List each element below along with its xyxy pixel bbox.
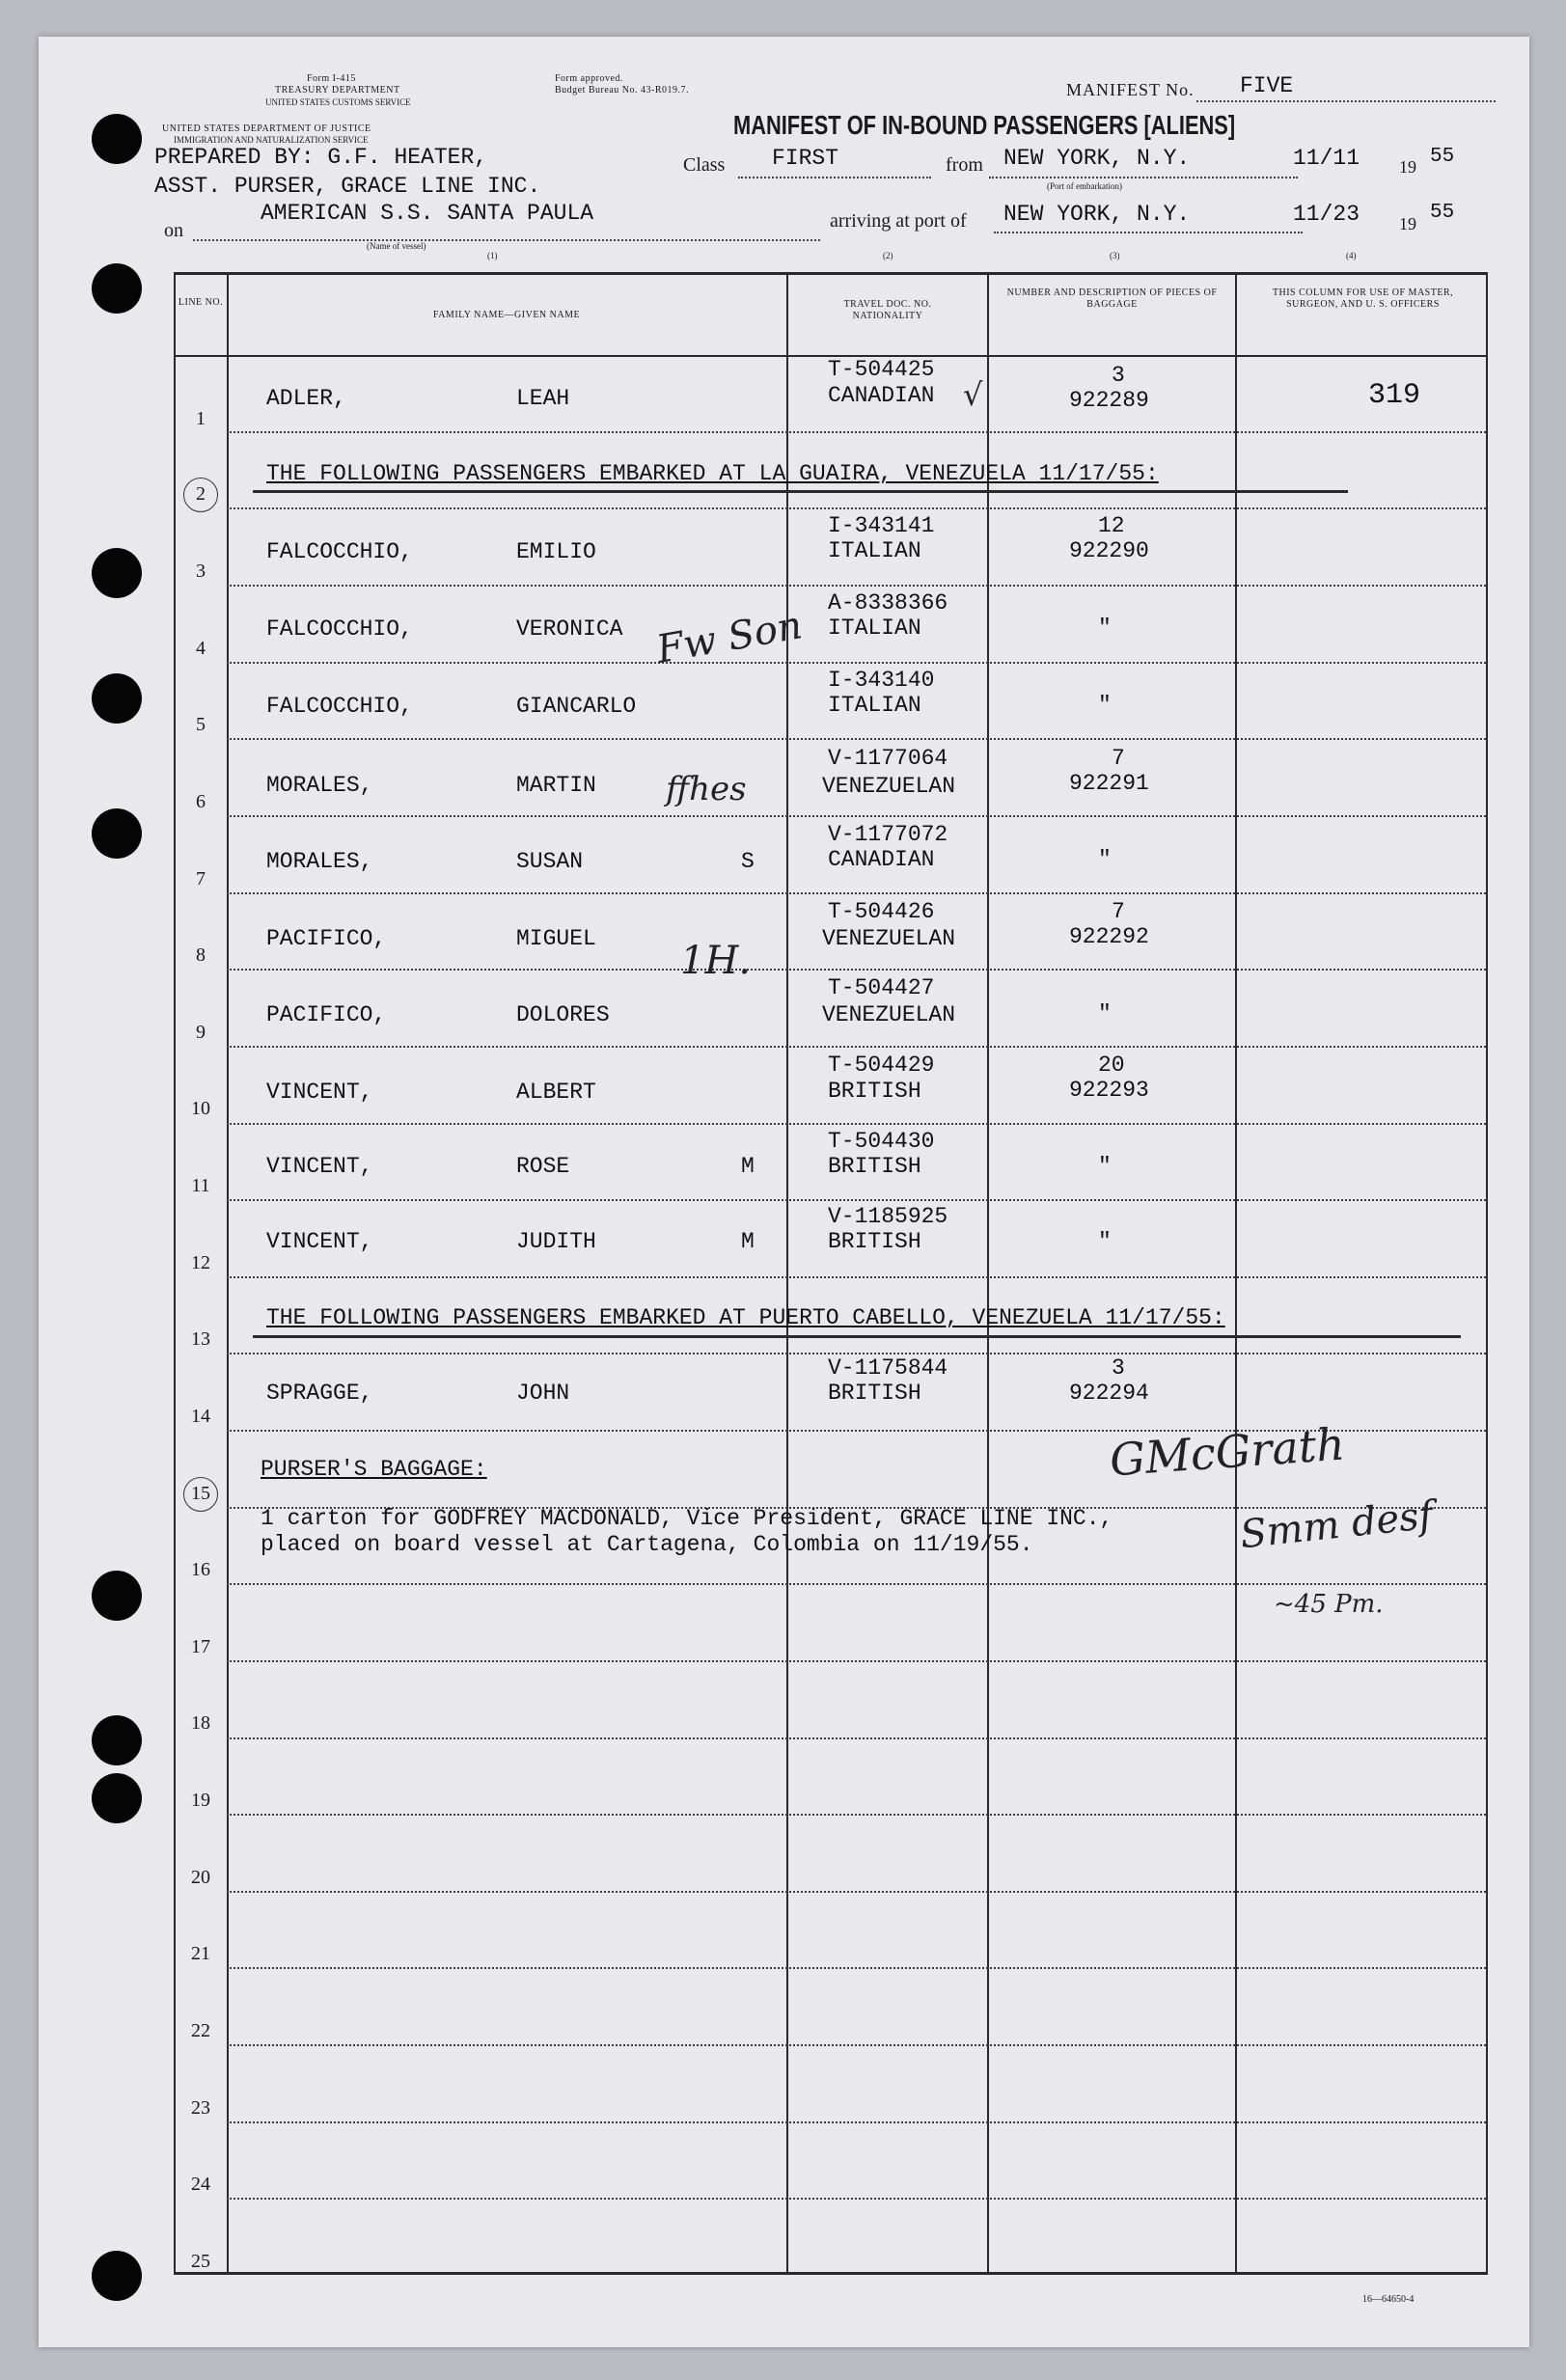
col-number-4: (4) [1346,251,1357,260]
family-name: FALCOCCHIO, [266,539,413,564]
line-number: 25 [191,2251,210,2272]
travel-doc-no: I-343141 [828,513,935,538]
line-number: 11 [191,1175,210,1196]
arrival-year: 55 [1430,202,1455,224]
line-number: 3 [196,561,206,582]
prepared-by: PREPARED BY: G.F. HEATER, [154,145,488,170]
given-name: JUDITH [516,1229,596,1254]
manifest-page [39,37,1529,2347]
binder-hole [92,1571,142,1621]
given-name: MIGUEL [516,926,596,951]
line-number: 13 [191,1328,210,1350]
nationality: VENEZUELAN [822,774,956,799]
baggage-pieces: 3 [1112,1355,1125,1381]
officer-note: 319 [1368,379,1421,412]
header-name: FAMILY NAME—GIVEN NAME [432,310,581,320]
from-date: 11/11 [1293,146,1360,171]
travel-doc-no: T-504430 [828,1129,935,1154]
signature-mcgrath: GMcGrath [1108,1417,1347,1487]
baggage-ditto: " [1098,693,1112,718]
from-line [989,177,1298,178]
line-number: 18 [191,1712,210,1734]
col-number-1: (1) [487,251,498,260]
baggage-tag: 922293 [1069,1078,1149,1103]
manifest-title: MANIFEST OF IN-BOUND PASSENGERS [ALIENS] [733,110,1236,140]
nationality: ITALIAN [828,616,921,641]
line-number: 7 [196,868,206,889]
binder-hole [92,2251,142,2301]
binder-hole [92,548,142,598]
time-note: ~45 Pm. [1274,1590,1384,1619]
embark-rule [253,490,1348,493]
given-name: MARTIN [516,773,596,798]
travel-doc-no: T-504427 [828,975,935,1000]
nationality: CANADIAN [828,383,935,408]
family-name: PACIFICO, [266,926,387,951]
ins-service: IMMIGRATION AND NATURALIZATION SERVICE [174,135,369,145]
given-name: GIANCARLO [516,694,637,719]
family-name: FALCOCCHIO, [266,694,413,719]
baggage-tag: 922292 [1069,924,1149,949]
baggage-ditto: " [1098,847,1112,872]
justice-dept: UNITED STATES DEPARTMENT OF JUSTICE [162,123,371,134]
footer-code: 16—64650-4 [1362,2294,1415,2305]
family-name: MORALES, [266,773,373,798]
class-label: Class [683,154,726,176]
binder-hole [92,1715,142,1765]
from-port: NEW YORK, N.Y. [1003,146,1191,171]
travel-doc-no: T-504429 [828,1053,935,1078]
given-name: ALBERT [516,1080,596,1105]
prepared-by-2: ASST. PURSER, GRACE LINE INC. [154,174,541,199]
vessel-label: (Name of vessel) [367,241,426,251]
baggage-ditto: " [1098,616,1112,641]
class-value: FIRST [772,146,839,171]
status-mark: M [741,1229,755,1254]
travel-doc-no: V-1177072 [828,822,948,847]
travel-doc-no: T-504426 [828,899,935,924]
baggage-ditto: " [1098,1001,1112,1026]
line-number: 2 [196,483,206,505]
line-number: 6 [196,791,206,812]
given-name: JOHN [516,1381,570,1406]
travel-doc-no: V-1177064 [828,746,948,771]
treasury-dept: TREASURY DEPARTMENT [275,85,400,96]
nationality: ITALIAN [828,538,921,563]
baggage-pieces: 7 [1112,746,1125,771]
purser-line-1: 1 carton for GODFREY MACDONALD, Vice President, GRACE LINE INC., [261,1506,1113,1531]
header-travel-doc: TRAVEL DOC. NO. NATIONALITY [843,299,932,321]
signature-second: Smm desf [1238,1492,1436,1558]
given-name: DOLORES [516,1002,610,1027]
form-number: Form I-415 [307,73,356,84]
col-number-2: (2) [883,251,893,260]
header-baggage: NUMBER AND DESCRIPTION OF PIECES OF BAGGAGE [1006,287,1218,310]
nationality: BRITISH [828,1381,921,1406]
manifest-no-label: MANIFEST No. [1066,80,1195,99]
initials-pacifico: 1H. [680,939,752,983]
binder-hole [92,114,142,164]
line-number: 5 [196,714,206,735]
vessel-line [193,239,820,241]
line-number: 17 [191,1636,210,1657]
nationality: BRITISH [828,1154,921,1179]
baggage-pieces: 12 [1098,513,1125,538]
baggage-tag: 922290 [1069,538,1149,563]
binder-hole [92,673,142,724]
binder-hole [92,1773,142,1823]
line-number: 24 [191,2174,210,2195]
given-name: ROSE [516,1154,570,1179]
travel-doc-no: I-343140 [828,668,935,693]
travel-doc-no: V-1185925 [828,1204,948,1229]
travel-doc-no: V-1175844 [828,1355,948,1381]
line-circle [183,478,218,512]
family-name: VINCENT, [266,1154,373,1179]
budget-bureau: Budget Bureau No. 43-R019.7. [555,85,689,96]
line-number: 22 [191,2020,210,2041]
nationality: BRITISH [828,1229,921,1254]
line-number: 1 [196,408,206,429]
nationality: ITALIAN [828,693,921,718]
initials-morales: ffhes [666,770,747,808]
baggage-tag: 922289 [1069,388,1149,413]
line-circle [183,1477,218,1512]
family-name: FALCOCCHIO, [266,616,413,642]
customs-service: UNITED STATES CUSTOMS SERVICE [265,97,411,107]
embark-rule [253,1335,1461,1338]
arrival-date: 11/23 [1293,202,1360,227]
nationality: BRITISH [828,1079,921,1104]
arriving-label: arriving at port of [830,210,967,232]
header-line-no: LINE NO. [178,297,224,308]
nationality: VENEZUELAN [822,1002,956,1027]
line-number: 10 [191,1098,210,1119]
form-approved: Form approved. [555,73,623,84]
baggage-tag: 922294 [1069,1381,1149,1406]
given-name: SUSAN [516,849,584,874]
on-label: on [164,220,183,241]
from-label: from [946,154,983,176]
baggage-pieces: 20 [1098,1053,1125,1078]
embarkation-note: THE FOLLOWING PASSENGERS EMBARKED AT PUERTO CABELLO, VENEZUELA 11/17/55: [266,1305,1225,1330]
vessel-name: AMERICAN S.S. SANTA PAULA [261,201,594,226]
manifest-no: FIVE [1240,73,1294,98]
baggage-tag: 922291 [1069,771,1149,796]
manifest-no-line [1196,100,1496,102]
travel-doc-no: A-8338366 [828,590,948,616]
port-of-embarkation-label: (Port of embarkation) [1047,181,1122,191]
line-number: 23 [191,2097,210,2119]
baggage-ditto: " [1098,1154,1112,1179]
status-mark: M [741,1154,755,1179]
family-name: VINCENT, [266,1229,373,1254]
embarkation-note: THE FOLLOWING PASSENGERS EMBARKED AT LA GUAIRA, VENEZUELA 11/17/55: [266,461,1159,486]
given-name: LEAH [516,386,570,411]
class-line [738,177,931,178]
header-officers: THIS COLUMN FOR USE OF MASTER, SURGEON, AND U. S. OFFICERS [1272,287,1454,310]
family-name: PACIFICO, [266,1002,387,1027]
family-name: MORALES, [266,849,373,874]
baggage-ditto: " [1098,1229,1112,1254]
status-mark: S [741,849,755,874]
line-number: 16 [191,1559,210,1580]
line-number: 8 [196,944,206,966]
arrival-port: NEW YORK, N.Y. [1003,202,1191,227]
line-number: 9 [196,1022,206,1043]
binder-hole [92,808,142,859]
baggage-pieces: 3 [1112,363,1125,388]
family-name: SPRAGGE, [266,1381,373,1406]
given-name: VERONICA [516,616,623,642]
family-name: ADLER, [266,386,346,411]
binder-hole [92,263,142,314]
family-name: VINCENT, [266,1080,373,1105]
col-number-3: (3) [1110,251,1120,260]
line-number: 4 [196,638,206,659]
from-year: 55 [1430,146,1455,168]
purser-heading: PURSER'S BAGGAGE: [261,1457,487,1482]
purser-line-2: placed on board vessel at Cartagena, Colombia on 11/19/55. [261,1532,1033,1557]
given-name: EMILIO [516,539,596,564]
line-number: 15 [191,1483,210,1504]
line-number: 19 [191,1790,210,1811]
arrival-year-prefix: 19 [1399,214,1416,233]
arrival-line [994,232,1303,233]
initials-falcocchio: Fw Son [653,603,806,672]
line-number: 20 [191,1867,210,1888]
from-year-prefix: 19 [1399,157,1416,177]
line-number: 21 [191,1943,210,1964]
nationality: CANADIAN [828,847,935,872]
line-number: 14 [191,1406,210,1427]
line-number: 12 [191,1252,210,1273]
check-mark: √ [963,376,983,413]
travel-doc-no: T-504425 [828,357,935,382]
baggage-pieces: 7 [1112,899,1125,924]
nationality: VENEZUELAN [822,926,956,951]
